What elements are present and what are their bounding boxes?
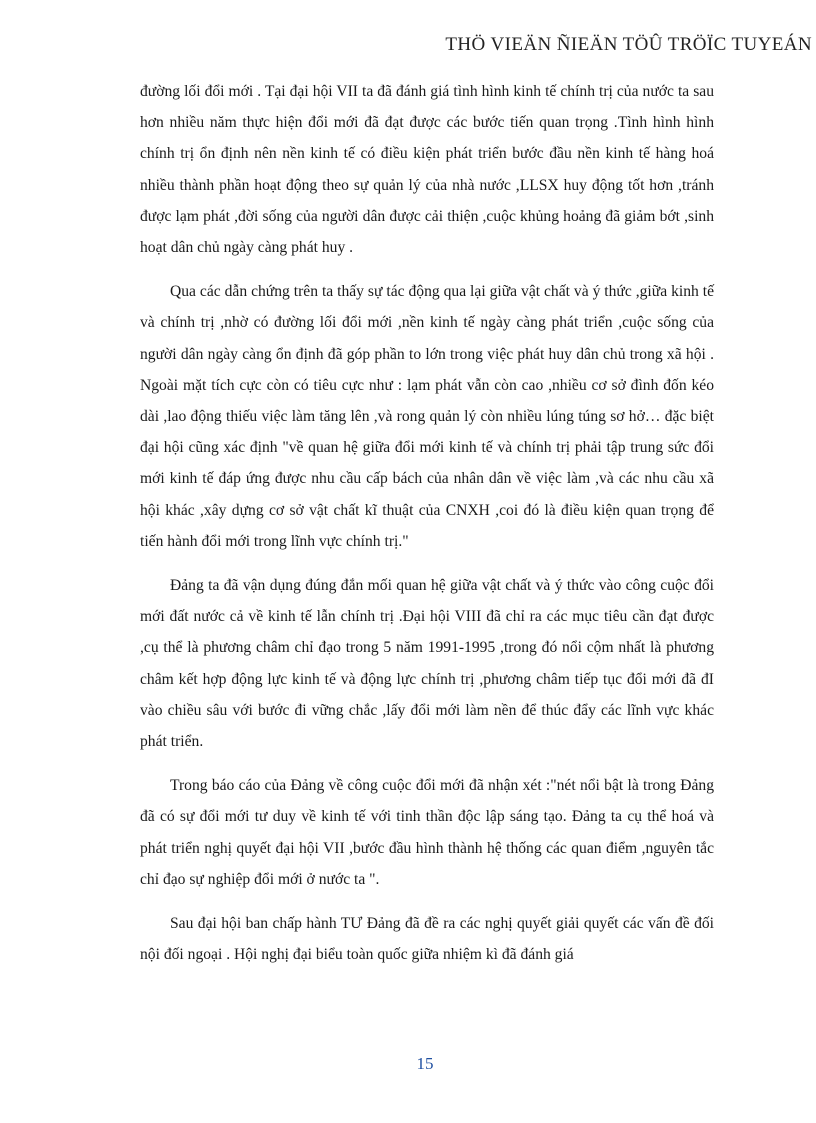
- library-header: THÖ VIEÄN ÑIEÄN TÖÛ TRÖÏC TUYEÁN: [445, 34, 812, 55]
- paragraph: Trong báo cáo của Đảng về công cuộc đổi mới đã nhận xét :"nét nổi bật là trong Đảng đã có sự đổi mới tư duy về kinh tế với tinh thần độc lập sáng tạo. Đảng ta cụ thể hoá và phát triển nghị quyết đại hội VII ,bước đầu hình thành hệ thống các quan điểm ,nguyên tắc chỉ đạo sự nghiệp đổi mới ở nước ta ".: [140, 777, 714, 888]
- page-number: 15: [416, 1054, 434, 1073]
- paragraph-continuation: đường lối đổi mới . Tại đại hội VII ta đã đánh giá tình hình kinh tế chính trị của nước ta sau hơn nhiều năm thực hiện đổi mới đã đạt được các bước tiến quan trọng .Tình hình hình chính trị ổn định nên nền kinh tế có điều kiện phát triển bước đầu nền kinh tế hàng hoá nhiều thành phần hoạt động theo sự quản lý của nhà nước ,LLSX huy động tốt hơn ,tránh được lạm phát ,đời sống của người dân được cải thiện ,cuộc khủng hoảng đã giảm bớt ,sinh hoạt dân chủ ngày càng phát huy .: [140, 83, 714, 257]
- paragraph: Qua các dẫn chứng trên ta thấy sự tác động qua lại giữa vật chất và ý thức ,giữa kinh tế và chính trị ,nhờ có đường lối đổi mới ,nền kinh tế ngày càng phát triển ,cuộc sống của người dân ngày càng ổn định đã góp phần to lớn trong việc phát huy dân chủ trong xã hội . Ngoài mặt tích cực còn có tiêu cực như : lạm phát vẫn còn cao ,nhiều cơ sở đình đốn kéo dài ,lao động thiếu việc làm tăng lên ,và rong quản lý còn nhiều lúng túng sơ hở… đặc biệt đại hội cũng xác định "về quan hệ giữa đổi mới kinh tế và chính trị phải tập trung sức đổi mới kinh tế đáp ứng được nhu cầu cấp bách của nhân dân về việc làm ,và các nhu cầu xã hội khác ,xây dựng cơ sở vật chất kĩ thuật của CNXH ,coi đó là điều kiện quan trọng để tiến hành đổi mới trong lĩnh vực chính trị.": [140, 283, 714, 550]
- paragraph: Sau đại hội ban chấp hành TƯ Đảng đã đề ra các nghị quyết giải quyết các vấn đề đối nội đối ngoại . Hội nghị đại biểu toàn quốc giữa nhiệm kì đã đánh giá: [140, 915, 714, 964]
- body-text: [140, 76, 714, 983]
- paragraph: Đảng ta đã vận dụng đúng đắn mối quan hệ giữa vật chất và ý thức vào công cuộc đổi mới đất nước cả về kinh tế lẫn chính trị .Đại hội VIII đã chỉ ra các mục tiêu cần đạt được ,cụ thể là phương châm chỉ đạo trong 5 năm 1991-1995 ,trong đó nổi cộm nhất là phương châm kết hợp động lực kinh tế và động lực chính trị ,phương châm tiếp tục đổi mới đã đI vào chiều sâu với bước đi vững chắc ,lấy đổi mới làm nền để thúc đẩy các lĩnh vực khác phát triển.: [140, 577, 714, 751]
